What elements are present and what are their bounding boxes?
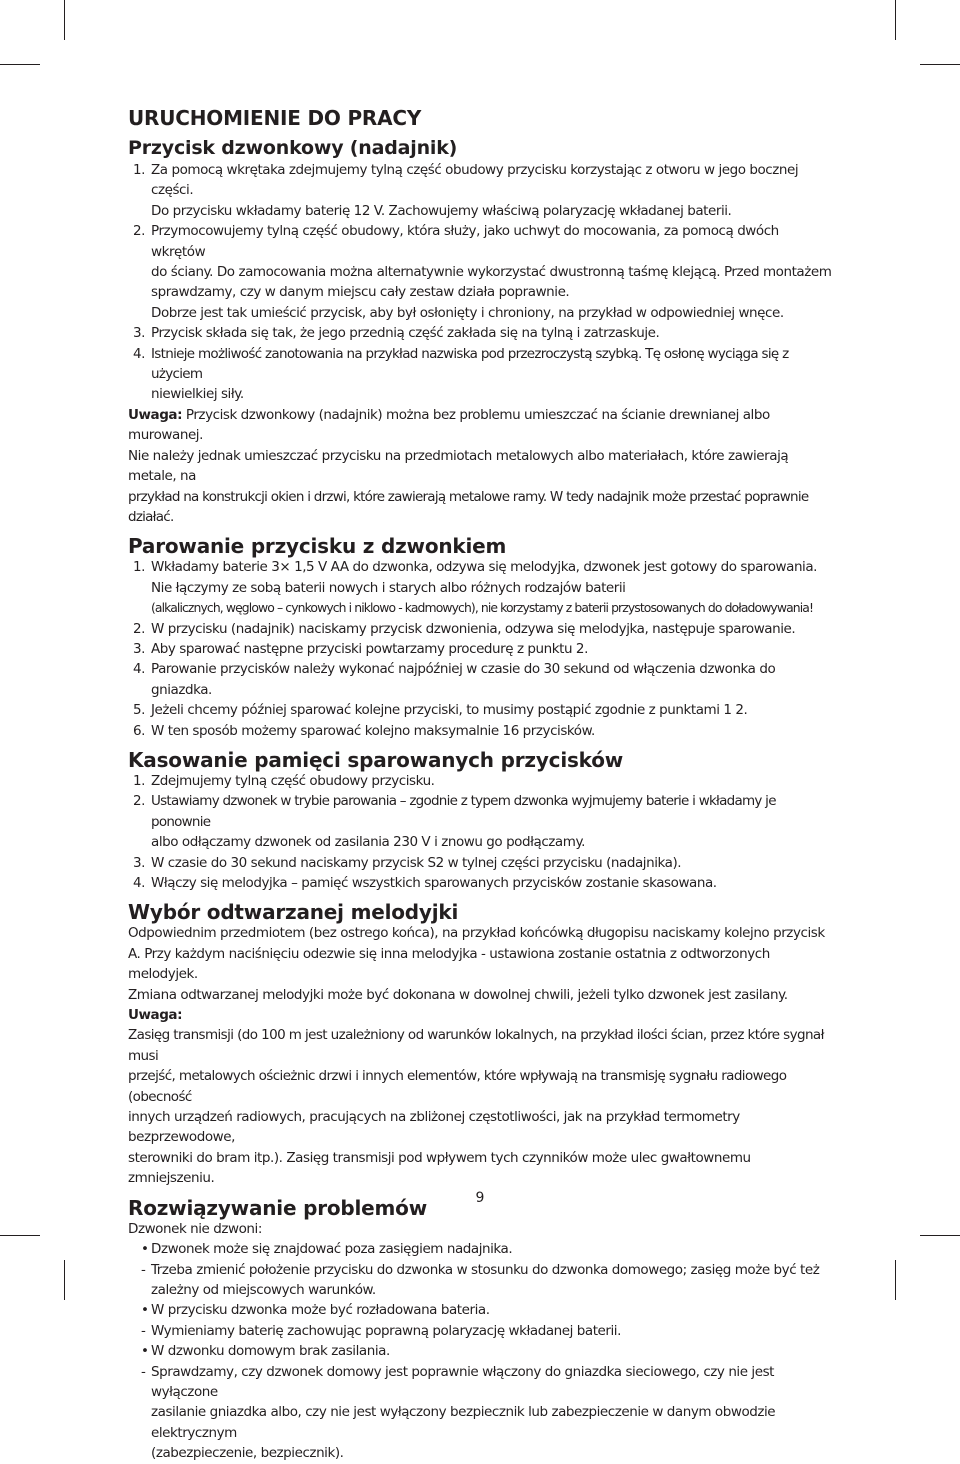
crop-mark	[895, 1260, 896, 1300]
melody-paragraph: Odpowiednim przedmiotem (bez ostrego końca), na przykład końcówką długopisu naciskamy kolejno przycisk A. Przy każdym naciśnięciu odezwie się inna melodyjka - ustawiona zostanie ostatnia z odtworzonych melodyjek. Zmiana odtwarzanej melodyjki może być dokonana w dowolnej chwili, jeżeli tylko dzwonek jest zasilany.	[128, 925, 825, 1003]
list-item: 4. Istnieje możliwość zanotowania na przykład nazwiska pod przezroczystą szybką. Tę osłonę wyciąga się z użyciem niewielkiej siły.	[133, 345, 789, 403]
section-title-troubleshooting: Rozwiązywanie problemów	[128, 1195, 427, 1220]
section-title-reset-memory: Kasowanie pamięci sparowanych przycisków	[128, 747, 624, 772]
list-item: 3. W czasie do 30 sekund naciskamy przycisk S2 w tylnej części przycisku (nadajnika).	[133, 854, 682, 871]
list-item: 1. Zdejmujemy tylną część obudowy przycisku.	[133, 772, 435, 789]
crop-mark	[64, 1260, 65, 1300]
list-item: - Sprawdzamy, czy dzwonek domowy jest poprawnie włączony do gniazdka sieciowego, czy nie jest wyłączone zasilanie gniazdka albo, czy nie jest wyłączony bezpiecznik lub zabezpieczenie w danym obwodzie elektrycznym (zabezpieczenie, bezpiecznik).	[141, 1363, 776, 1462]
transmitter-steps	[128, 160, 836, 405]
crop-mark	[920, 64, 960, 65]
list-item: 6. W ten sposób możemy sparować kolejno maksymalnie 16 przycisków.	[133, 722, 595, 739]
note-label: Uwaga:	[128, 1007, 183, 1024]
troubleshooting-intro: Dzwonek nie dzwoni:	[128, 1220, 262, 1237]
melody-note: Uwaga: Zasięg transmisji (do 100 m jest uzależniony od warunków lokalnych, na przykład ilości ścian, przez które sygnał musi przejść, metalowych ościeżnic drzwi i innych elementów, które wpływają na transmisję sygnału radiowego (obecność innych urządzeń radiowych, pracujących na zbliżonej częstotliwości, jak na przykład termometry bezprzewodowe, sterowniki do bram itp.). Zasięg transmisji pod wpływem tych czynników może ulec gwałtownemu zmniejszeniu.	[128, 1007, 824, 1187]
pairing-steps	[128, 557, 836, 741]
list-item: • W dzwonku domowym brak zasilania.	[141, 1343, 390, 1360]
main-title: URUCHOMIENIE DO PRACY	[128, 106, 422, 130]
section-title-melody: Wybór odtwarzanej melodyjki	[128, 900, 459, 925]
list-item: 3. Aby sparować następne przyciski powtarzamy procedurę z punktu 2.	[133, 640, 588, 657]
list-item: • Dzwonek może się znajdować poza zasięgiem nadajnika.	[141, 1241, 513, 1258]
list-item: 1. Za pomocą wkrętaka zdejmujemy tylną część obudowy przycisku korzystając z otworu w jego bocznej części. Do przycisku wkładamy baterię 12 V. Zachowujemy właściwą polaryzację wkładanej baterii.	[133, 162, 799, 219]
page-number: 9	[475, 1190, 485, 1206]
list-item: • W przycisku dzwonka może być rozładowana bateria.	[141, 1302, 490, 1319]
section-title-transmitter: Przycisk dzwonkowy (nadajnik)	[128, 137, 458, 159]
crop-mark	[895, 0, 896, 40]
transmitter-note: Uwaga: Przycisk dzwonkowy (nadajnik) można bez problemu umieszczać na ścianie drewnianej albo murowanej. Nie należy jednak umieszczać przycisku na przedmiotach metalowych albo materiałach, które zawierają metale, na przykład na konstrukcji okien i drzwi, które zawierają metalowe ramy. W tedy nadajnik może przestać poprawnie działać.	[128, 406, 809, 525]
troubleshooting-list	[128, 1239, 836, 1463]
list-item: 4. Włączy się melodyjka – pamięć wszystkich sparowanych przycisków zostanie skasowana.	[133, 875, 717, 891]
list-item: 2. W przycisku (nadajnik) naciskamy przycisk dzwonienia, odzywa się melodyjka, następuje sparowanie.	[133, 620, 796, 637]
crop-mark	[0, 64, 40, 65]
reset-steps	[128, 771, 836, 893]
list-item: 5. Jeżeli chcemy później sparować kolejne przyciski, to musimy postąpić zgodnie z punktami 1 2.	[133, 702, 748, 719]
document-body	[128, 106, 836, 1464]
list-item: 2. Przymocowujemy tylną część obudowy, która służy, jako uchwyt do mocowania, za pomocą dwóch wkrętów do ściany. Do zamocowania można alternatywnie wykorzystać dwustronną taśmę klejącą. Przed montażem sprawdzamy, czy w danym miejscu cały zestaw działa poprawnie. Dobrze jest tak umieścić przycisk, aby był osłonięty i chroniony, na przykład w odpowiedniej wnęce.	[133, 223, 832, 321]
list-item: - Wymieniamy baterię zachowując poprawną polaryzację wkładanej baterii.	[141, 1322, 621, 1339]
crop-mark	[64, 0, 65, 40]
list-item: 1. Wkładamy baterie 3× 1,5 V AA do dzwonka, odzywa się melodyjka, dzwonek jest gotowy do sparowania. Nie łączymy ze sobą baterii nowych i starych albo różnych rodzajów baterii (alkalicznych, węglowo – cynkowych i niklowo - kadmowych), nie korzystamy z baterii przystosowanych do doładowywania!	[133, 559, 818, 616]
crop-mark	[920, 1235, 960, 1236]
list-item: 3. Przycisk składa się tak, że jego przednią część zakłada się na tylną i zatrzaskuje.	[133, 325, 660, 342]
list-item: 4. Parowanie przycisków należy wykonać najpóźniej w czasie do 30 sekund od włączenia dzwonka do gniazdka.	[133, 661, 776, 698]
crop-mark	[0, 1235, 40, 1236]
note-label: Uwaga:	[128, 406, 183, 423]
section-title-pairing: Parowanie przycisku z dzwonkiem	[128, 534, 507, 559]
list-item: 2. Ustawiamy dzwonek w trybie parowania – zgodnie z typem dzwonka wyjmujemy baterie i wkładamy je ponownie albo odłączamy dzwonek od zasilania 230 V i znowu go podłączamy.	[133, 793, 776, 851]
list-item: - Trzeba zmienić położenie przycisku do dzwonka w stosunku do dzwonka domowego; zasięg może być też zależny od miejscowych warunków.	[141, 1261, 820, 1298]
